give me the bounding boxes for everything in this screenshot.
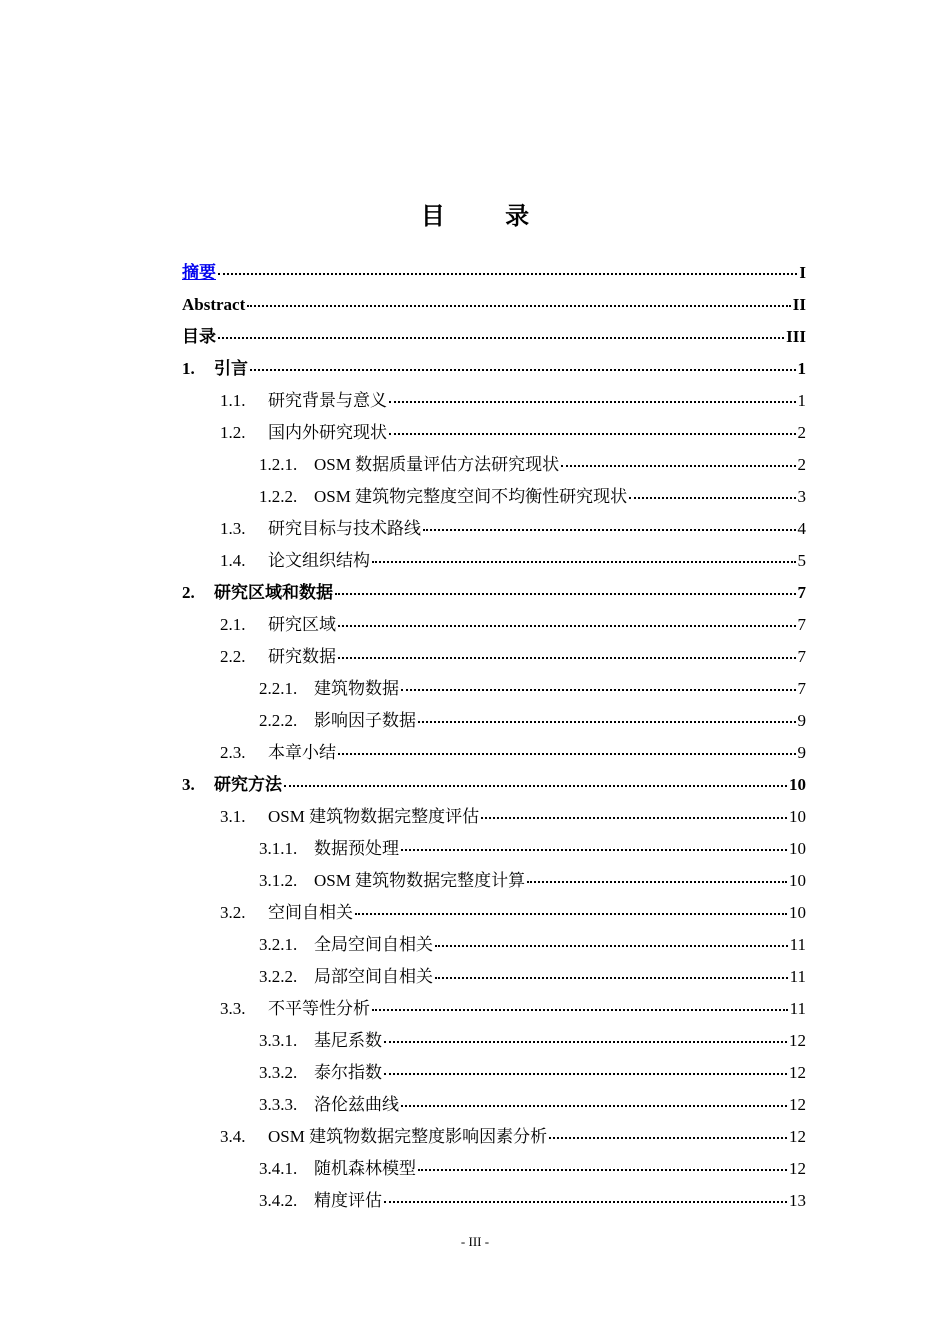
toc-entry-number: 3.2.1. xyxy=(259,935,298,954)
toc-entry-label: 局部空间自相关 xyxy=(314,967,433,986)
toc-entry[interactable] xyxy=(182,1088,806,1120)
toc-entry-number: 3.4. xyxy=(220,1127,246,1146)
toc-entry[interactable] xyxy=(182,800,806,832)
toc-entry-number: 2.2.1. xyxy=(259,679,298,698)
toc-entry-page: III xyxy=(786,327,806,346)
toc-entry-page: 2 xyxy=(797,455,806,474)
dot-leader xyxy=(247,305,791,307)
toc-entry-label: 泰尔指数 xyxy=(314,1063,382,1082)
toc-entry[interactable] xyxy=(182,256,806,288)
toc-entry-label: 研究数据 xyxy=(268,647,336,666)
toc-entry-page: 1 xyxy=(797,359,806,378)
toc-entry-number: 2.2.2. xyxy=(259,711,298,730)
dot-leader xyxy=(335,593,796,595)
toc-entry-page: 10 xyxy=(789,903,806,922)
page-title: 目 录 xyxy=(420,202,556,230)
toc-entry-label: 随机森林模型 xyxy=(314,1159,416,1178)
dot-leader xyxy=(549,1137,787,1139)
dot-leader xyxy=(423,529,796,531)
toc-entry-number: 1.2. xyxy=(220,423,246,442)
table-of-contents xyxy=(182,256,806,1216)
toc-entry-page: 10 xyxy=(789,775,806,794)
toc-entry-page: 2 xyxy=(797,423,806,442)
toc-entry-number: 3.3.1. xyxy=(259,1031,298,1050)
dot-leader xyxy=(401,689,796,691)
toc-entry-number: 3.1.2. xyxy=(259,871,298,890)
toc-entry-number: 3.3. xyxy=(220,999,246,1018)
dot-leader xyxy=(389,401,796,403)
toc-entry[interactable] xyxy=(182,736,806,768)
dot-leader xyxy=(384,1041,787,1043)
toc-entry[interactable] xyxy=(182,544,806,576)
toc-entry-page: 7 xyxy=(797,647,806,666)
toc-entry-link[interactable]: 摘要 xyxy=(182,263,216,282)
dot-leader xyxy=(418,721,796,723)
toc-entry-page: 11 xyxy=(789,967,806,986)
toc-entry[interactable] xyxy=(182,1120,806,1152)
toc-entry-number: 3.4.1. xyxy=(259,1159,298,1178)
toc-entry-page: 11 xyxy=(789,999,806,1018)
dot-leader xyxy=(401,1105,787,1107)
toc-entry-page: 12 xyxy=(789,1095,806,1114)
toc-entry[interactable] xyxy=(182,448,806,480)
toc-entry-number: 3.3.2. xyxy=(259,1063,298,1082)
dot-leader xyxy=(418,1169,787,1171)
toc-entry-label: 精度评估 xyxy=(314,1191,382,1210)
toc-entry-number: 3.2.2. xyxy=(259,967,298,986)
toc-entry[interactable] xyxy=(182,640,806,672)
dot-leader xyxy=(481,817,787,819)
toc-entry-label: 引言 xyxy=(214,359,248,378)
toc-entry-number: 1.1. xyxy=(220,391,246,410)
toc-entry-number: 3.1.1. xyxy=(259,839,298,858)
toc-entry-label: 论文组织结构 xyxy=(268,551,370,570)
dot-leader xyxy=(527,881,787,883)
toc-entry[interactable] xyxy=(182,1152,806,1184)
toc-entry-label: Abstract xyxy=(182,295,246,314)
dot-leader xyxy=(561,465,795,467)
dot-leader xyxy=(372,1009,788,1011)
toc-entry-page: 12 xyxy=(789,1063,806,1082)
toc-entry-number: 3.2. xyxy=(220,903,246,922)
toc-entry-page: 1 xyxy=(797,391,806,410)
toc-entry[interactable] xyxy=(182,1184,806,1216)
toc-entry-number: 1.2.2. xyxy=(259,487,298,506)
toc-entry-page: 9 xyxy=(797,711,806,730)
toc-entry-label: OSM 建筑物数据完整度影响因素分析 xyxy=(268,1127,548,1146)
toc-entry-page: 10 xyxy=(789,871,806,890)
page-number-footer: - III - xyxy=(460,1234,490,1249)
toc-entry-page: 13 xyxy=(789,1191,806,1210)
toc-entry-label: 研究区域 xyxy=(268,615,336,634)
dot-leader xyxy=(401,849,787,851)
toc-entry[interactable] xyxy=(182,320,806,352)
toc-entry-number: 1. xyxy=(182,359,195,378)
dot-leader xyxy=(218,273,797,275)
toc-entry-label: 国内外研究现状 xyxy=(268,423,387,442)
toc-entry[interactable] xyxy=(182,832,806,864)
toc-entry-page: 12 xyxy=(789,1159,806,1178)
toc-entry-number: 2.2. xyxy=(220,647,246,666)
toc-entry-number: 3. xyxy=(182,775,195,794)
dot-leader xyxy=(338,625,796,627)
toc-entry[interactable] xyxy=(182,960,806,992)
dot-leader xyxy=(218,337,784,339)
dot-leader xyxy=(629,497,795,499)
toc-entry-label: 洛伦兹曲线 xyxy=(314,1095,399,1114)
toc-entry[interactable] xyxy=(182,384,806,416)
dot-leader xyxy=(250,369,796,371)
toc-entry-label: 研究区域和数据 xyxy=(214,583,333,602)
toc-entry-label: 空间自相关 xyxy=(268,903,353,922)
toc-entry[interactable] xyxy=(182,768,806,800)
toc-entry[interactable] xyxy=(182,352,806,384)
toc-entry-label: OSM 数据质量评估方法研究现状 xyxy=(314,455,560,474)
toc-entry-page: 10 xyxy=(789,807,806,826)
toc-entry-number: 3.1. xyxy=(220,807,246,826)
toc-entry-label: 研究方法 xyxy=(214,775,282,794)
toc-entry-label: 研究目标与技术路线 xyxy=(268,519,421,538)
toc-entry-number: 3.4.2. xyxy=(259,1191,298,1210)
dot-leader xyxy=(435,945,788,947)
dot-leader xyxy=(384,1073,787,1075)
toc-entry-label: OSM 建筑物数据完整度评估 xyxy=(268,807,480,826)
toc-entry[interactable] xyxy=(182,896,806,928)
toc-entry[interactable] xyxy=(182,672,806,704)
dot-leader xyxy=(384,1201,787,1203)
toc-entry-page: 9 xyxy=(797,743,806,762)
toc-entry-label: 研究背景与意义 xyxy=(268,391,387,410)
toc-entry-label: 目录 xyxy=(182,327,216,346)
dot-leader xyxy=(435,977,788,979)
toc-entry[interactable] xyxy=(182,576,806,608)
toc-entry-number: 2.1. xyxy=(220,615,246,634)
toc-entry-page: 7 xyxy=(797,679,806,698)
dot-leader xyxy=(338,657,796,659)
toc-entry-page: 7 xyxy=(797,615,806,634)
toc-entry-label: 全局空间自相关 xyxy=(314,935,433,954)
toc-entry-number: 3.3.3. xyxy=(259,1095,298,1114)
toc-entry-number: 2. xyxy=(182,583,195,602)
dot-leader xyxy=(355,913,787,915)
toc-entry[interactable] xyxy=(182,992,806,1024)
toc-entry[interactable] xyxy=(182,864,806,896)
toc-entry-number: 2.3. xyxy=(220,743,246,762)
toc-entry-page: I xyxy=(799,263,806,282)
toc-entry-label: 不平等性分析 xyxy=(268,999,370,1018)
dot-leader xyxy=(338,753,796,755)
toc-entry[interactable] xyxy=(182,704,806,736)
toc-entry-label: 建筑物数据 xyxy=(314,679,399,698)
toc-entry-page: 12 xyxy=(789,1031,806,1050)
toc-entry-page: II xyxy=(792,295,806,314)
toc-entry-label: 本章小结 xyxy=(268,743,336,762)
toc-entry[interactable] xyxy=(182,512,806,544)
toc-entry-page: 3 xyxy=(797,487,806,506)
toc-entry[interactable] xyxy=(182,480,806,512)
toc-entry[interactable] xyxy=(182,1056,806,1088)
toc-entry-number: 1.2.1. xyxy=(259,455,298,474)
toc-entry-page: 12 xyxy=(789,1127,806,1146)
toc-entry[interactable] xyxy=(182,416,806,448)
dot-leader xyxy=(389,433,796,435)
toc-entry[interactable] xyxy=(182,1024,806,1056)
toc-entry-label: 数据预处理 xyxy=(314,839,399,858)
toc-entry-label: OSM 建筑物完整度空间不均衡性研究现状 xyxy=(314,487,628,506)
toc-entry-label: 基尼系数 xyxy=(314,1031,382,1050)
toc-entry-number: 1.4. xyxy=(220,551,246,570)
toc-entry-page: 10 xyxy=(789,839,806,858)
toc-entry-page: 7 xyxy=(797,583,806,602)
toc-entry-label: OSM 建筑物数据完整度计算 xyxy=(314,871,526,890)
toc-entry-number: 1.3. xyxy=(220,519,246,538)
toc-entry[interactable] xyxy=(182,288,806,320)
toc-entry-page: 11 xyxy=(789,935,806,954)
dot-leader xyxy=(284,785,787,787)
dot-leader xyxy=(372,561,796,563)
toc-entry[interactable] xyxy=(182,608,806,640)
toc-entry-page: 4 xyxy=(797,519,806,538)
toc-entry-page: 5 xyxy=(797,551,806,570)
toc-entry-label: 影响因子数据 xyxy=(314,711,416,730)
toc-entry[interactable] xyxy=(182,928,806,960)
